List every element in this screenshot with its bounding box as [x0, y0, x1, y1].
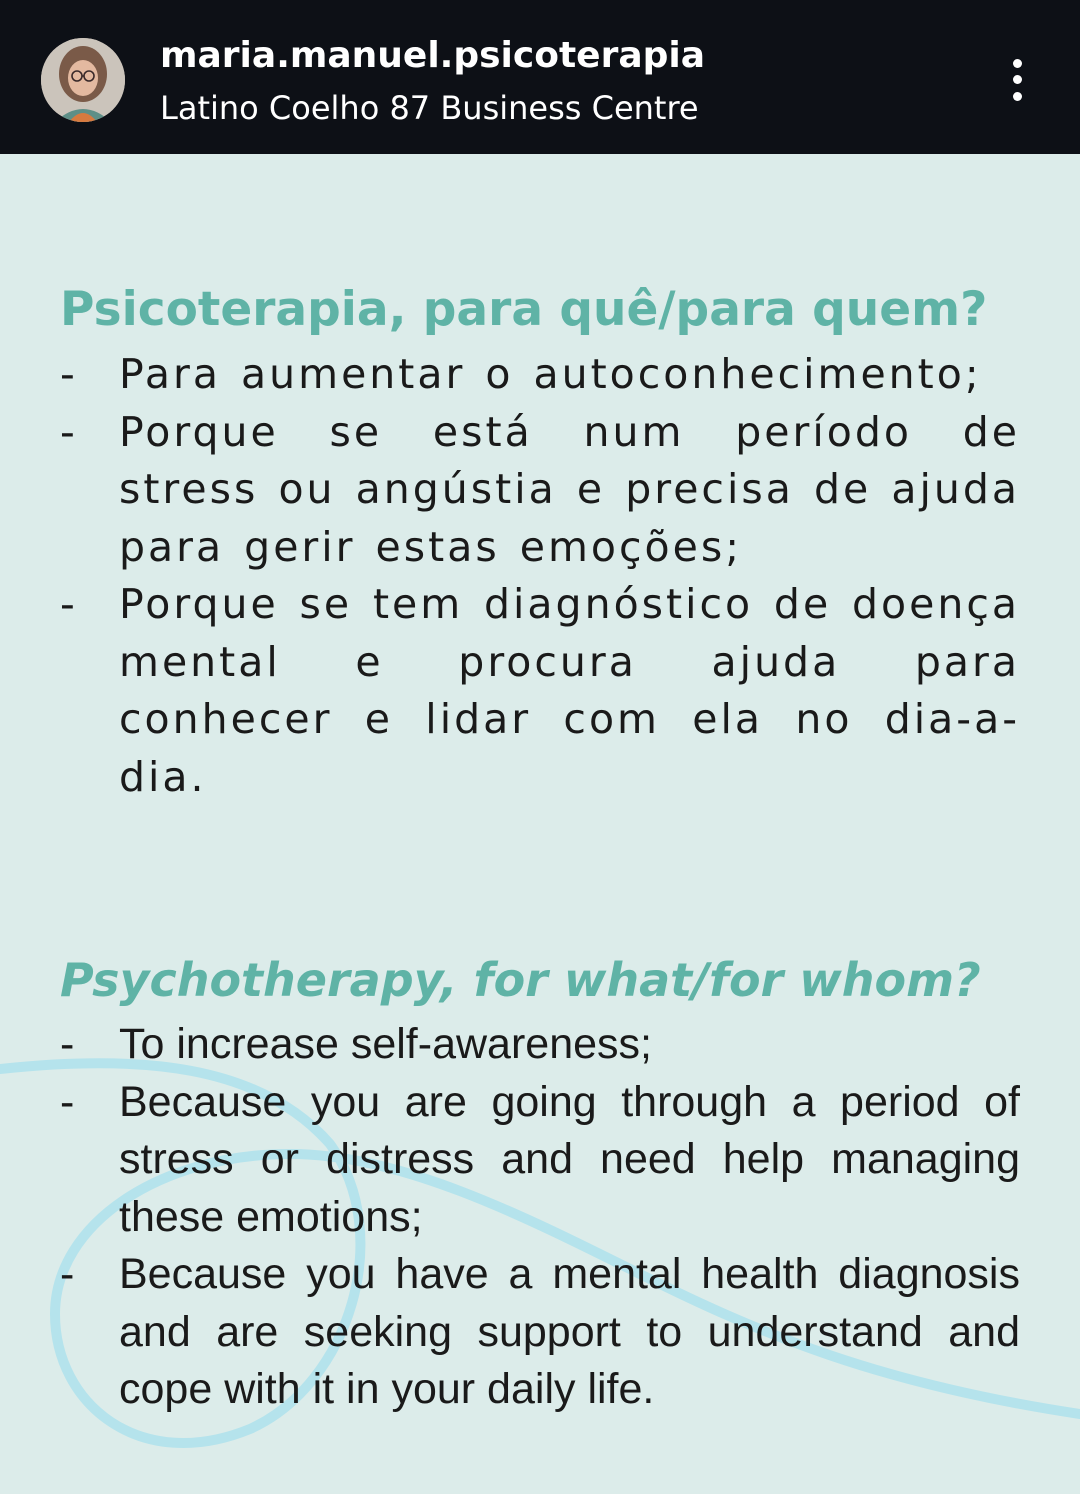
list-item — [60, 346, 1020, 404]
list-item-text: To increase self-awareness; — [119, 1020, 652, 1068]
list-item — [60, 1246, 1020, 1419]
bullet-dash: - — [60, 407, 78, 456]
story-content — [0, 154, 1080, 1494]
list-item-text: Because you have a mental health diagnosis and are seeking support to understand and cope with it in your daily life. — [119, 1250, 1020, 1413]
bullet-dash: - — [60, 1077, 75, 1126]
profile-username[interactable]: maria.manuel.psicoterapia — [160, 35, 706, 76]
story-header — [0, 0, 1080, 154]
bullet-dash: - — [60, 1250, 75, 1298]
bullet-dash: - — [60, 350, 78, 398]
list-item — [60, 576, 1020, 806]
bullet-dash: - — [60, 1020, 75, 1068]
list-item — [60, 1016, 1020, 1074]
bullet-dash: - — [60, 580, 78, 628]
portuguese-list — [60, 346, 1020, 806]
english-section — [60, 950, 1020, 1419]
english-list — [60, 1016, 1020, 1419]
portuguese-section — [60, 280, 1020, 806]
more-vertical-icon[interactable] — [996, 52, 1040, 108]
list-item — [60, 404, 1020, 577]
list-item-text: Porque se está num período de stress ou angústia e precisa de ajuda para gerir estas emoções; — [119, 407, 1020, 571]
list-item-text: Para aumentar o autoconhecimento; — [119, 350, 982, 398]
list-item — [60, 1074, 1020, 1247]
location-tag[interactable]: Latino Coelho 87 Business Centre — [160, 89, 699, 127]
portuguese-heading: Psicoterapia, para quê/para quem? — [60, 282, 988, 337]
english-heading: Psychotherapy, for what/for whom? — [60, 953, 981, 1007]
profile-avatar[interactable] — [41, 38, 125, 122]
list-item-text: Because you are going through a period of stress or distress and need help managing these emotions; — [119, 1077, 1020, 1241]
list-item-text: Porque se tem diagnóstico de doença mental e procura ajuda para conhecer e lidar com ela no dia-a-dia. — [119, 580, 1020, 801]
